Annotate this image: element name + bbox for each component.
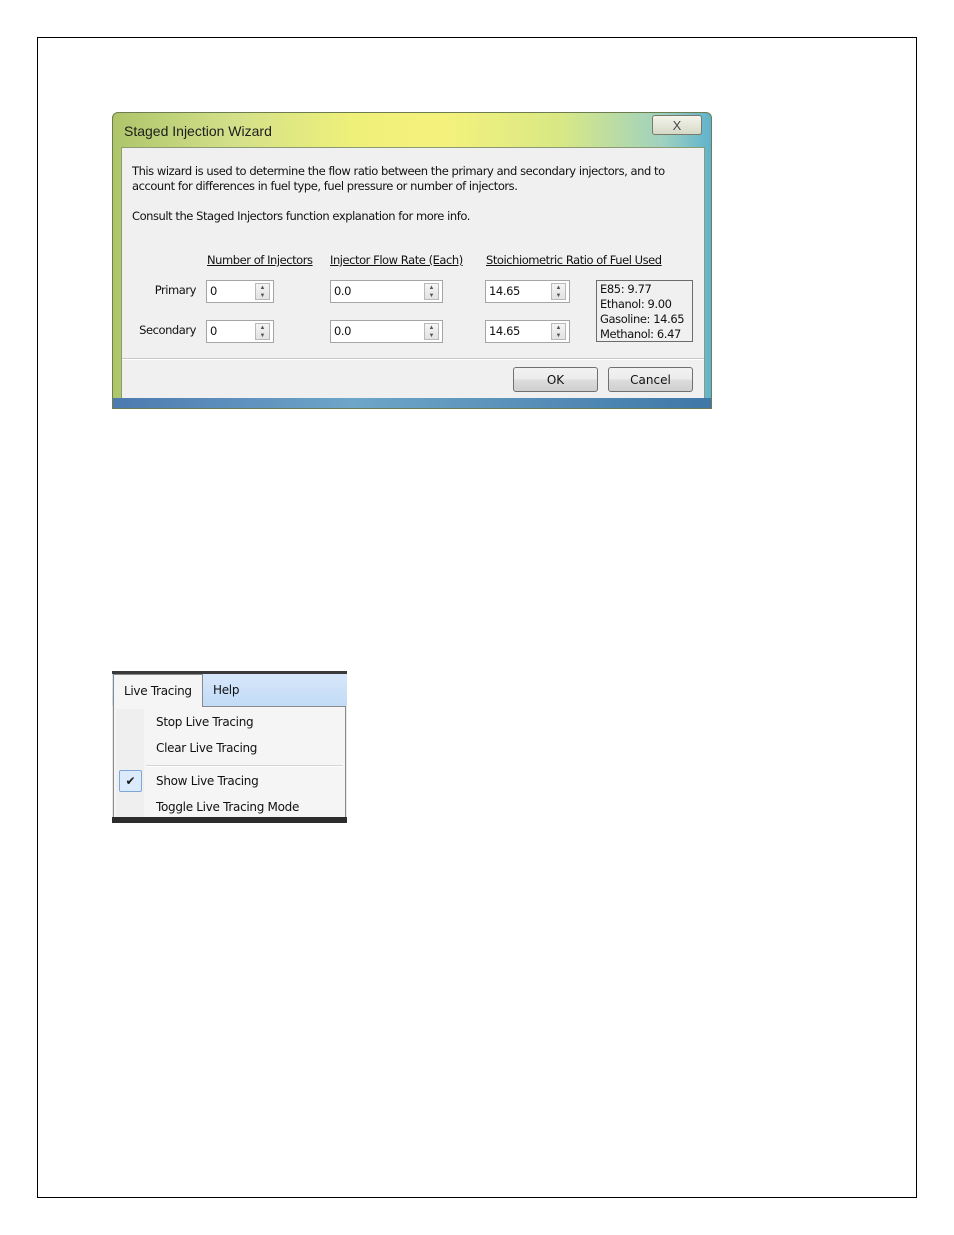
close-icon: X xyxy=(672,117,682,133)
dialog-separator xyxy=(122,358,704,360)
primary-num-injectors-stepper[interactable] xyxy=(206,280,274,303)
spin-arrows-icon[interactable]: ▲ ▼ xyxy=(424,283,439,300)
check-icon: ✔ xyxy=(119,770,142,792)
consult-text: Consult the Staged Injectors function explanation for more info. xyxy=(132,209,470,223)
fuel-ratio-methanol: Methanol: 6.47 xyxy=(600,327,681,341)
menu-item-show-live-tracing[interactable]: Show Live Tracing xyxy=(156,774,259,788)
header-stoichiometric-ratio: Stoichiometric Ratio of Fuel Used xyxy=(486,253,662,267)
fuel-ratio-ethanol: Ethanol: 9.00 xyxy=(600,297,672,311)
primary-stoich-stepper[interactable] xyxy=(485,280,570,303)
secondary-stoich-stepper[interactable] xyxy=(485,320,570,343)
menu-separator xyxy=(146,765,343,767)
menu-gutter xyxy=(116,709,144,821)
fuel-ratio-reference xyxy=(596,280,693,342)
row-label-primary: Primary xyxy=(154,283,196,297)
menu-item-stop-live-tracing[interactable]: Stop Live Tracing xyxy=(156,715,254,729)
spin-arrows-icon[interactable]: ▲ ▼ xyxy=(551,323,566,340)
secondary-flow-rate-stepper[interactable] xyxy=(330,320,443,343)
wizard-description: This wizard is used to determine the flow ratio between the primary and secondary injectors, and to account for differences in fuel type, fuel pressure or number of injectors. xyxy=(132,164,665,193)
dialog-title: Staged Injection Wizard xyxy=(124,123,272,139)
live-tracing-menu-screenshot xyxy=(112,671,347,823)
fuel-ratio-gasoline: Gasoline: 14.65 xyxy=(600,312,685,326)
menu-live-tracing[interactable]: Live Tracing xyxy=(113,674,203,707)
menu-help[interactable]: Help xyxy=(213,683,240,697)
menu-item-clear-live-tracing[interactable]: Clear Live Tracing xyxy=(156,741,258,755)
staged-injection-wizard-dialog xyxy=(112,112,712,409)
secondary-num-injectors-stepper[interactable] xyxy=(206,320,274,343)
primary-stoich-value: 14.65 xyxy=(489,284,520,298)
cancel-button[interactable]: Cancel xyxy=(608,367,693,392)
primary-flow-rate-stepper[interactable] xyxy=(330,280,443,303)
header-number-of-injectors: Number of Injectors xyxy=(207,253,313,267)
ok-button[interactable]: OK xyxy=(513,367,598,392)
secondary-num-injectors-value: 0 xyxy=(210,324,217,338)
primary-num-injectors-value: 0 xyxy=(210,284,217,298)
spin-arrows-icon[interactable]: ▲ ▼ xyxy=(255,323,270,340)
header-injector-flow-rate: Injector Flow Rate (Each) xyxy=(330,253,463,267)
menu-item-toggle-live-tracing-mode[interactable]: Toggle Live Tracing Mode xyxy=(156,800,300,814)
menubar xyxy=(112,674,347,706)
spin-arrows-icon[interactable]: ▲ ▼ xyxy=(255,283,270,300)
row-label-secondary: Secondary xyxy=(139,323,196,337)
primary-flow-rate-value: 0.0 xyxy=(334,284,352,298)
fuel-ratio-e85: E85: 9.77 xyxy=(600,282,652,296)
background-strip xyxy=(112,817,347,823)
spin-arrows-icon[interactable]: ▲ ▼ xyxy=(551,283,566,300)
live-tracing-dropdown xyxy=(113,706,346,823)
secondary-stoich-value: 14.65 xyxy=(489,324,520,338)
close-button[interactable] xyxy=(652,115,702,135)
dialog-client-area xyxy=(121,147,705,403)
secondary-flow-rate-value: 0.0 xyxy=(334,324,352,338)
spin-arrows-icon[interactable]: ▲ ▼ xyxy=(424,323,439,340)
